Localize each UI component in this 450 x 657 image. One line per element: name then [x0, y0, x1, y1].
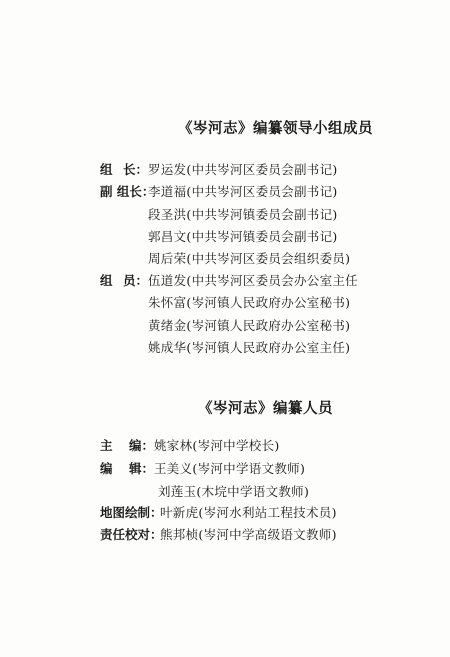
role-label: 责任校对： [100, 527, 163, 542]
member-note: (岑河镇人民政府办公室秘书) [186, 318, 351, 333]
member-name: 王美义 [154, 461, 193, 476]
role-label: 编 辑： [100, 461, 154, 476]
member-note: (中共岑河区委员会组织委员) [186, 251, 351, 266]
member-name: 熊邦桢 [160, 527, 199, 542]
role-label: 副 组 长： [100, 184, 155, 199]
member-name: 朱怀富 [148, 295, 187, 310]
member-note: (中共岑河区委员会办公室主任 [186, 273, 358, 288]
member-note: (岑河中学语文教师) [192, 461, 306, 476]
member-name: 郭昌文 [148, 229, 187, 244]
member-note: (岑河镇人民政府办公室主任) [186, 340, 351, 355]
member-note: (中共岑河镇委员会副书记) [186, 207, 338, 222]
member-name: 段圣洪 [148, 207, 187, 222]
member-note: (中共岑河区委员会副书记) [186, 184, 338, 199]
role-label: 组 长： [100, 162, 148, 177]
member-note: (岑河水利站工程技术员) [198, 505, 337, 520]
member-name: 周后荣 [148, 251, 187, 266]
member-name: 叶新虎 [160, 505, 199, 520]
role-label: 主 编： [100, 438, 154, 453]
member-note: (木垸中学语文教师) [196, 484, 310, 499]
member-note: (岑河镇人民政府办公室秘书) [186, 295, 351, 310]
role-label: 地图绘制： [100, 505, 163, 520]
member-name: 罗运发 [148, 162, 187, 177]
member-name: 刘莲玉 [158, 484, 197, 499]
role-label: 组 员： [100, 273, 148, 288]
member-name: 姚家林 [154, 438, 193, 453]
editors-section-title: 《岑河志》编纂人员 [198, 400, 333, 417]
member-name: 黄绪金 [148, 318, 187, 333]
member-note: (岑河中学高级语文教师) [198, 527, 337, 542]
member-note: (中共岑河区委员会副书记) [186, 162, 338, 177]
leadership-section-title: 《岑河志》编纂领导小组成员 [178, 120, 373, 137]
member-note: (中共岑河镇委员会副书记) [186, 229, 338, 244]
member-name: 姚成华 [148, 340, 187, 355]
member-name: 李道福 [148, 184, 187, 199]
member-name: 伍道发 [148, 273, 187, 288]
member-note: (岑河中学校长) [192, 438, 280, 453]
